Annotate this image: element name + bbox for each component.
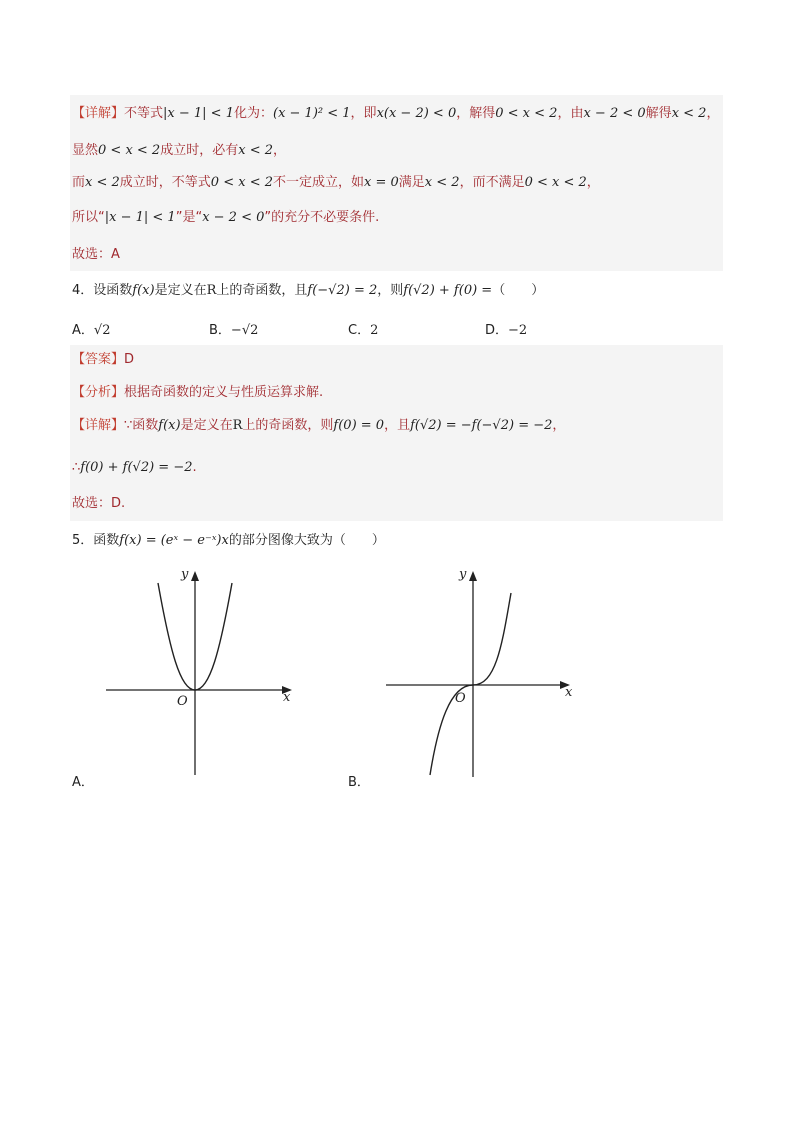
- q4-option-c[interactable]: C．2: [348, 323, 379, 338]
- q4-option-b[interactable]: B．−√2: [209, 323, 259, 338]
- q4-explain-line-1: 【详解】∵函数f(x)是定义在R上的奇函数，则f(0) = 0，且f(√2) = −f(−√2) = −2，: [72, 418, 566, 433]
- curve-b: [430, 593, 511, 775]
- q4-option-d[interactable]: D．−2: [485, 323, 528, 338]
- y-axis-arrow: [191, 571, 199, 581]
- q5-stem: 5．函数f(x) = (eˣ − e⁻ˣ)x的部分图像大致为（ ）: [72, 533, 385, 548]
- explain-tag: 【详解】: [72, 106, 125, 121]
- q3-choice: 故选：A: [72, 247, 120, 262]
- q4-explain-line-2: ∴f(0) + f(√2) = −2.: [72, 460, 197, 475]
- graph-a-option: A．: [72, 775, 94, 790]
- graph-b-y-label: y: [459, 567, 467, 582]
- q4-option-a[interactable]: A．√2: [72, 323, 111, 338]
- q3-explain-line-1: 【详解】不等式|x − 1| < 1化为：(x − 1)² < 1，即x(x − 2) < 0，解得0 < x < 2，由x − 2 < 0解得x < 2，: [72, 106, 720, 121]
- q3-explain-line-2: 显然0 < x < 2成立时，必有x < 2，: [72, 143, 287, 158]
- graph-a-y-label: y: [181, 567, 189, 582]
- graph-b-origin: O: [455, 691, 466, 706]
- graph-a-x-label: x: [283, 690, 291, 705]
- graph-option-a[interactable]: [100, 565, 300, 780]
- graph-b-x-label: x: [565, 685, 573, 700]
- q3-explain-line-3: 而x < 2成立时，不等式0 < x < 2不一定成立，如x = 0满足x < 2，而不满足0 < x < 2，: [72, 175, 600, 190]
- q4-stem: 4．设函数f(x)是定义在R上的奇函数，且f(−√2) = 2，则f(√2) + f(0) =（ ）: [72, 283, 545, 298]
- q3-explain-line-4: 所以“|x − 1| < 1”是“x − 2 < 0”的充分不必要条件.: [72, 210, 380, 225]
- q4-answer: 【答案】D: [72, 352, 135, 367]
- graph-option-b[interactable]: [380, 565, 580, 780]
- q4-choice: 故选：D.: [72, 496, 126, 511]
- graph-a-origin: O: [177, 694, 188, 709]
- graph-b-option: B．: [348, 775, 370, 790]
- q4-analysis: 【分析】根据奇函数的定义与性质运算求解.: [72, 385, 324, 400]
- y-axis-arrow: [469, 571, 477, 581]
